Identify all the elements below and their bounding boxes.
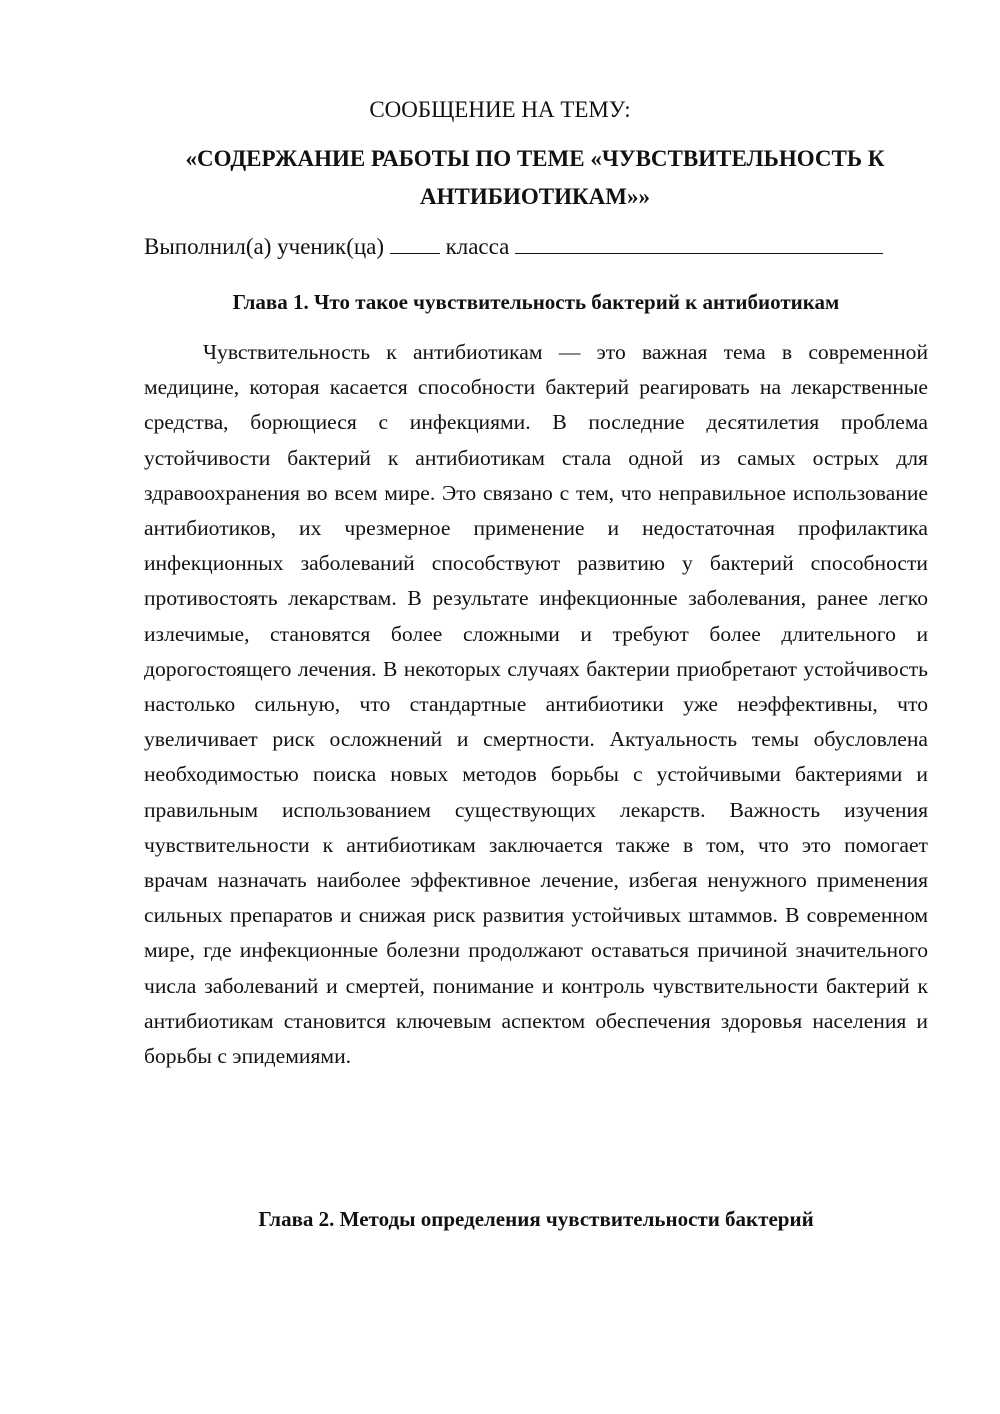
chapter-1-heading: Глава 1. Что такое чувствительность бактерий к антибиотикам [232,290,840,314]
class-label: класса [445,234,510,259]
author-line [144,231,934,263]
grade-blank [390,233,440,254]
name-blank [515,233,883,254]
author-label: Выполнил(а) ученик(ца) [144,234,385,259]
chapter-1-paragraph: Чувствительность к антибиотикам — это важная тема в современной медицине, которая касается способности бактерий реагировать на лекарственные средства, борющиеся с инфекциями. В последние десятилетия проблема устойчивости бактерий к антибиотикам стала одной из самых острых для здравоохранения во всем мире. Это связано с тем, что неправильное использование антибиотиков, их чрезмерное применение и недостаточная профилактика инфекционных заболеваний способствуют развитию у бактерий способности противостоять лекарствам. В результате инфекционные заболевания, ранее легко излечимые, становятся более сложными и требуют более длительного и дорогостоящего лечения. В некоторых случаях бактерии приобретают устойчивость настолько сильную, что стандартные антибиотики уже неэффективны, что увеличивает риск осложнений и смертности. Актуальность темы обусловлена необходимостью поиска новых методов борьбы с устойчивыми бактериями и правильным использованием существующих лекарств. Важность изучения чувствительности к антибиотикам заключается также в том, что это помогает врачам назначать наиболее эффективное лечение, избегая ненужного применения сильных препаратов и снижая риск развития устойчивых штаммов. В современном мире, где инфекционные болезни продолжают оставаться причиной значительного числа заболеваний и смертей, понимание и контроль чувствительности бактерий к антибиотикам становится ключевым аспектом обеспечения здоровья населения и борьбы с эпидемиями. [144,340,928,1069]
chapter-2-heading: Глава 2. Методы определения чувствительности бактерий [258,1207,814,1231]
heading-line: СООБЩЕНИЕ НА ТЕМУ: [369,97,631,122]
document-title: «СОДЕРЖАНИЕ РАБОТЫ ПО ТЕМЕ «ЧУВСТВИТЕЛЬНОСТЬ К АНТИБИОТИКАМ»» [185,146,885,209]
